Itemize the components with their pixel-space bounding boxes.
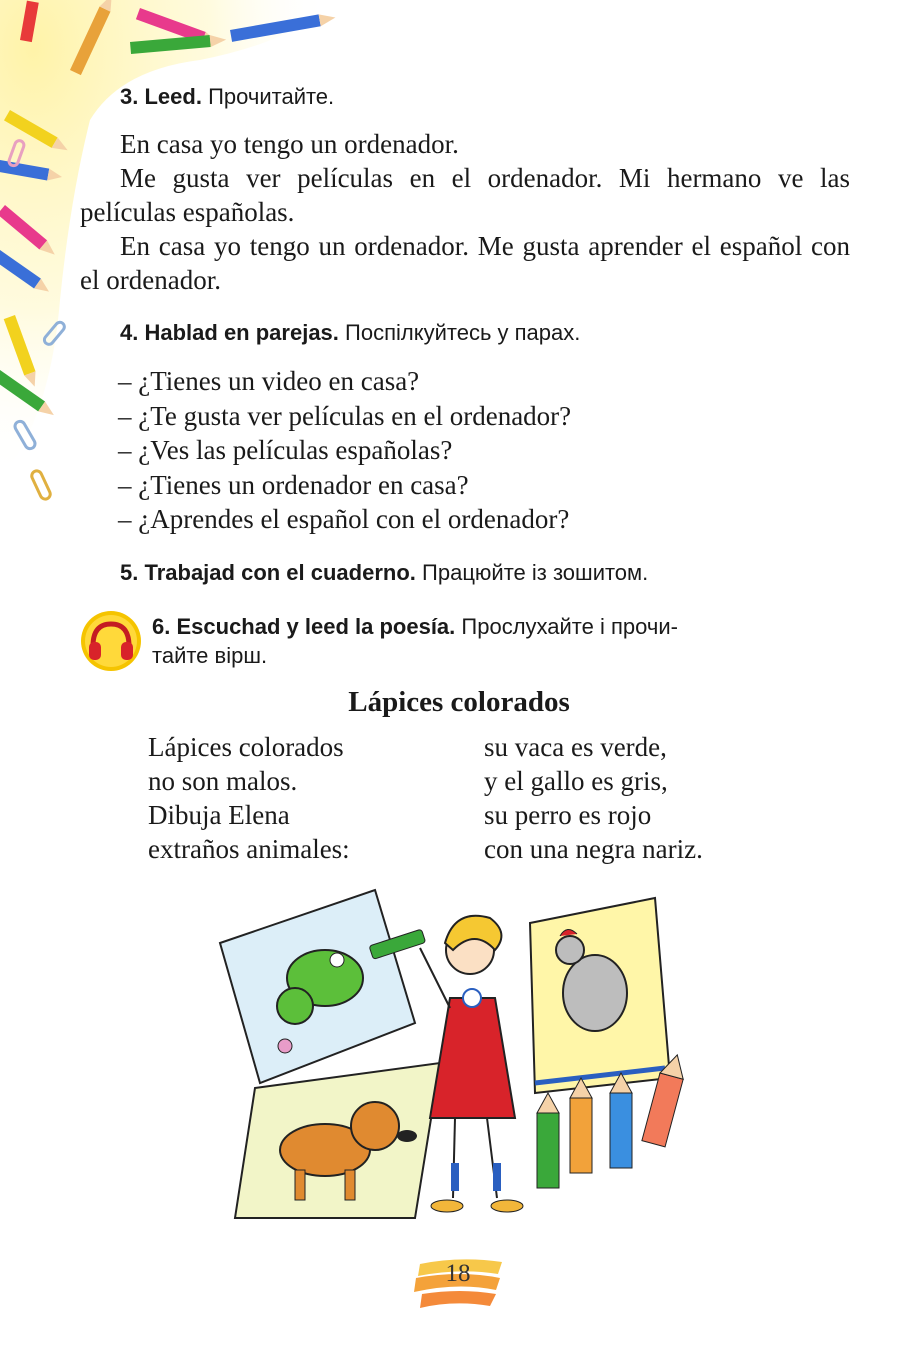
task-title-es: Hablad en parejas.: [144, 320, 339, 345]
poem-line: Dibuja Elena: [148, 800, 290, 830]
headphones-icon[interactable]: [80, 610, 142, 672]
poem-line: y el gallo es gris,: [484, 766, 668, 796]
poem-right-column: [484, 730, 703, 866]
dog-drawing: [235, 1063, 440, 1218]
reading-text: [80, 127, 850, 297]
reading-paragraph: En casa yo tengo un ordenador. Me gusta aprender el español con el ordenador.: [80, 231, 850, 295]
task-title-es: Escuchad y leed la poesía.: [176, 614, 456, 639]
task-title-uk: Поспілкуйтесь у парах.: [345, 320, 581, 345]
task-number: 6.: [152, 614, 171, 639]
task-title-uk: Працюйте із зошитом.: [422, 560, 649, 585]
dialog-line: – ¿Ves las películas españolas?: [118, 435, 453, 465]
poem-line: su perro es rojo: [484, 800, 652, 830]
dialog-list: [118, 364, 571, 537]
page-number: 18: [445, 1260, 471, 1287]
task-title-es: Trabajad con el cuaderno.: [144, 560, 416, 585]
poem-line: su vaca es verde,: [484, 732, 667, 762]
task-5-heading: [120, 560, 648, 586]
poem-line: Lápices colorados: [148, 732, 344, 762]
poem-line: no son malos.: [148, 766, 298, 796]
task-4-heading: [120, 320, 580, 346]
cow-drawing: [220, 890, 415, 1083]
poem-line: extraños animales:: [148, 834, 350, 864]
dialog-line: – ¿Tienes un ordenador en casa?: [118, 469, 469, 500]
task-3-heading: [120, 84, 334, 110]
task-title-uk: Прослухайте і прочи-: [461, 614, 678, 639]
paperclip-icon: [30, 469, 52, 500]
reading-paragraph: Me gusta ver películas en el ordenador. Mi hermano ve las películas españolas.: [80, 163, 850, 227]
reading-paragraph: En casa yo tengo un ordenador.: [120, 129, 459, 159]
task-6-heading: [152, 612, 852, 670]
illustration-girl-drawing: [215, 888, 715, 1238]
rooster-drawing: [530, 898, 670, 1093]
page-number-badge: [410, 1252, 506, 1312]
task-title-uk: Прочитайте.: [208, 84, 335, 109]
dialog-line: – ¿Tienes un video en casa?: [118, 366, 420, 396]
dialog-line: – ¿Aprendes el español con el ordenador?: [118, 504, 570, 534]
task-number: 5.: [120, 560, 139, 585]
dialog-line: – ¿Te gusta ver películas en el ordenador?: [118, 400, 572, 431]
poem-left-column: [148, 730, 350, 866]
poem-line: con una negra nariz.: [484, 834, 703, 864]
task-number: 3.: [120, 84, 139, 109]
task-title-uk: тайте вірш.: [152, 643, 268, 668]
poem-title: Lápices colorados: [348, 686, 570, 718]
task-number: 4.: [120, 320, 139, 345]
task-title-es: Leed.: [144, 84, 202, 109]
